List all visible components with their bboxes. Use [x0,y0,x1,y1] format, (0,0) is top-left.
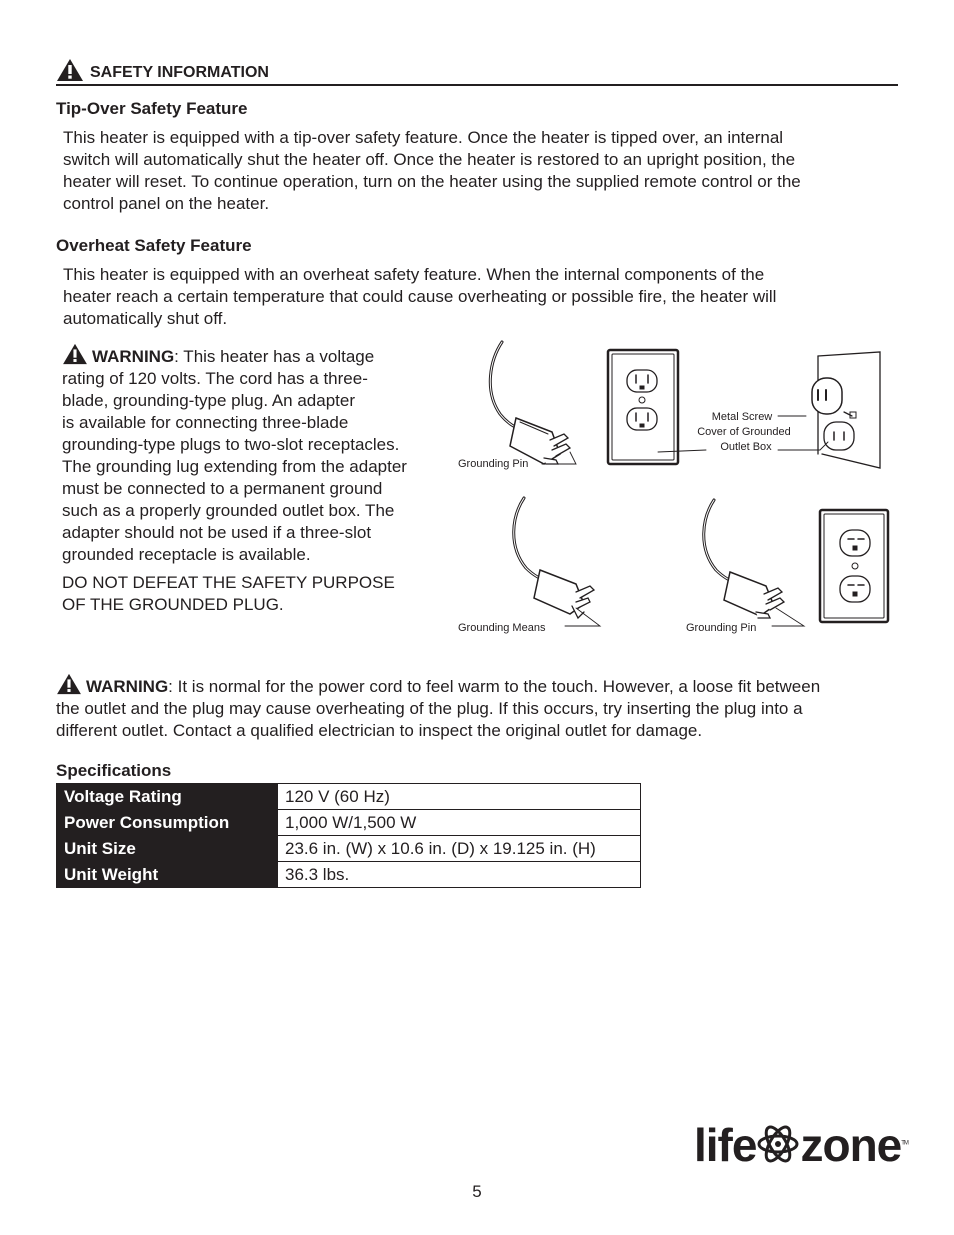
spec-value: 1,000 W/1,500 W [278,810,641,836]
text-line: switch will automatically shut the heater off. Once the heater is restored to an upright position, the [63,150,796,169]
atom-icon [756,1121,800,1167]
warning-text: : This heater has a voltage [174,347,375,366]
table-row [57,836,641,862]
diagram-label: Metal Screw [711,411,773,423]
grounding-diagram [452,336,898,636]
specifications-heading: Specifications [56,761,172,780]
warning-label: WARNING [86,677,169,696]
text-line: blade, grounding-type plug. An adapter [62,391,356,410]
text-line: automatically shut off. [63,309,228,328]
text-line: DO NOT DEFEAT THE SAFETY PURPOSE [62,573,395,592]
text-line: rating of 120 volts. The cord has a three- [62,369,368,388]
page-number: 5 [472,1182,482,1201]
overheat-paragraph [63,264,903,330]
diagram-label: Grounding Pin [458,458,529,470]
warning-icon [56,673,82,695]
section-title: SAFETY INFORMATION [90,64,269,81]
text-line: grounding-type plugs to two-slot receptacles. [62,435,400,454]
text-line: heater will reset. To continue operation, turn on the heater using the supplied remote control or the [63,172,801,191]
text-line: The grounding lug extending from the adapter [62,457,407,476]
text-line: control panel on the heater. [63,194,270,213]
specifications-table [56,783,641,888]
text-line: heater reach a certain temperature that could cause overheating or possible fire, the heater will [63,287,777,306]
spec-value: 36.3 lbs. [278,862,641,888]
overheat-heading: Overheat Safety Feature [56,236,252,255]
logo-text-left: life [694,1119,757,1171]
grounded-outlet-illustration [820,510,888,622]
warning-icon [62,343,88,365]
text-line: This heater is equipped with a tip-over safety feature. Once the heater is tipped over, an internal [63,128,784,147]
table-row [57,784,641,810]
lifezone-logo [694,1118,908,1172]
text-line: is available for connecting three-blade [62,413,349,432]
tipover-heading: Tip-Over Safety Feature [56,99,248,118]
text-line: different outlet. Contact a qualified electrician to inspect the original outlet for damage. [56,721,703,740]
text-line: such as a properly grounded outlet box. The [62,501,395,520]
diagram-label: Cover of Grounded [697,426,791,438]
spec-key: Unit Size [57,836,278,862]
diagram-label: Grounding Pin [686,622,757,634]
tipover-paragraph [63,127,903,215]
warning-text: : It is normal for the power cord to feel warm to the touch. However, a loose fit between [168,677,821,696]
adapter-outlet-illustration [812,352,880,468]
warning-power-cord [56,673,906,742]
table-row [57,810,641,836]
three-prong-plug-illustration [490,342,570,464]
text-line: adapter should not be used if a three-slot [62,523,372,542]
warning-voltage [62,343,452,616]
spec-key: Unit Weight [57,862,278,888]
diagram-label: Outlet Box [720,441,772,453]
text-line [56,673,906,698]
diagram-label: Grounding Means [458,622,546,634]
section-header [56,56,898,86]
text-line: must be connected to a permanent ground [62,479,383,498]
spec-key: Voltage Rating [57,784,278,810]
duplex-outlet-illustration [608,350,678,464]
text-line: the outlet and the plug may cause overheating of the plug. If this occurs, try inserting the plug into a [56,699,803,718]
text-line: grounded receptacle is available. [62,545,311,564]
text-line: This heater is equipped with an overheat safety feature. When the internal components of the [63,265,765,284]
spec-key: Power Consumption [57,810,278,836]
three-prong-plug-illustration [704,500,784,618]
text-line: OF THE GROUNDED PLUG. [62,595,284,614]
warning-icon [56,58,84,82]
adapter-plug-illustration [514,498,594,618]
warning-label: WARNING [92,347,175,366]
trademark-mark: TM [901,1140,908,1147]
table-row [57,862,641,888]
text-line [62,343,452,368]
spec-value: 23.6 in. (W) x 10.6 in. (D) x 19.125 in. (H) [278,836,641,862]
spec-value: 120 V (60 Hz) [278,784,641,810]
logo-text-right: zone [800,1119,902,1171]
